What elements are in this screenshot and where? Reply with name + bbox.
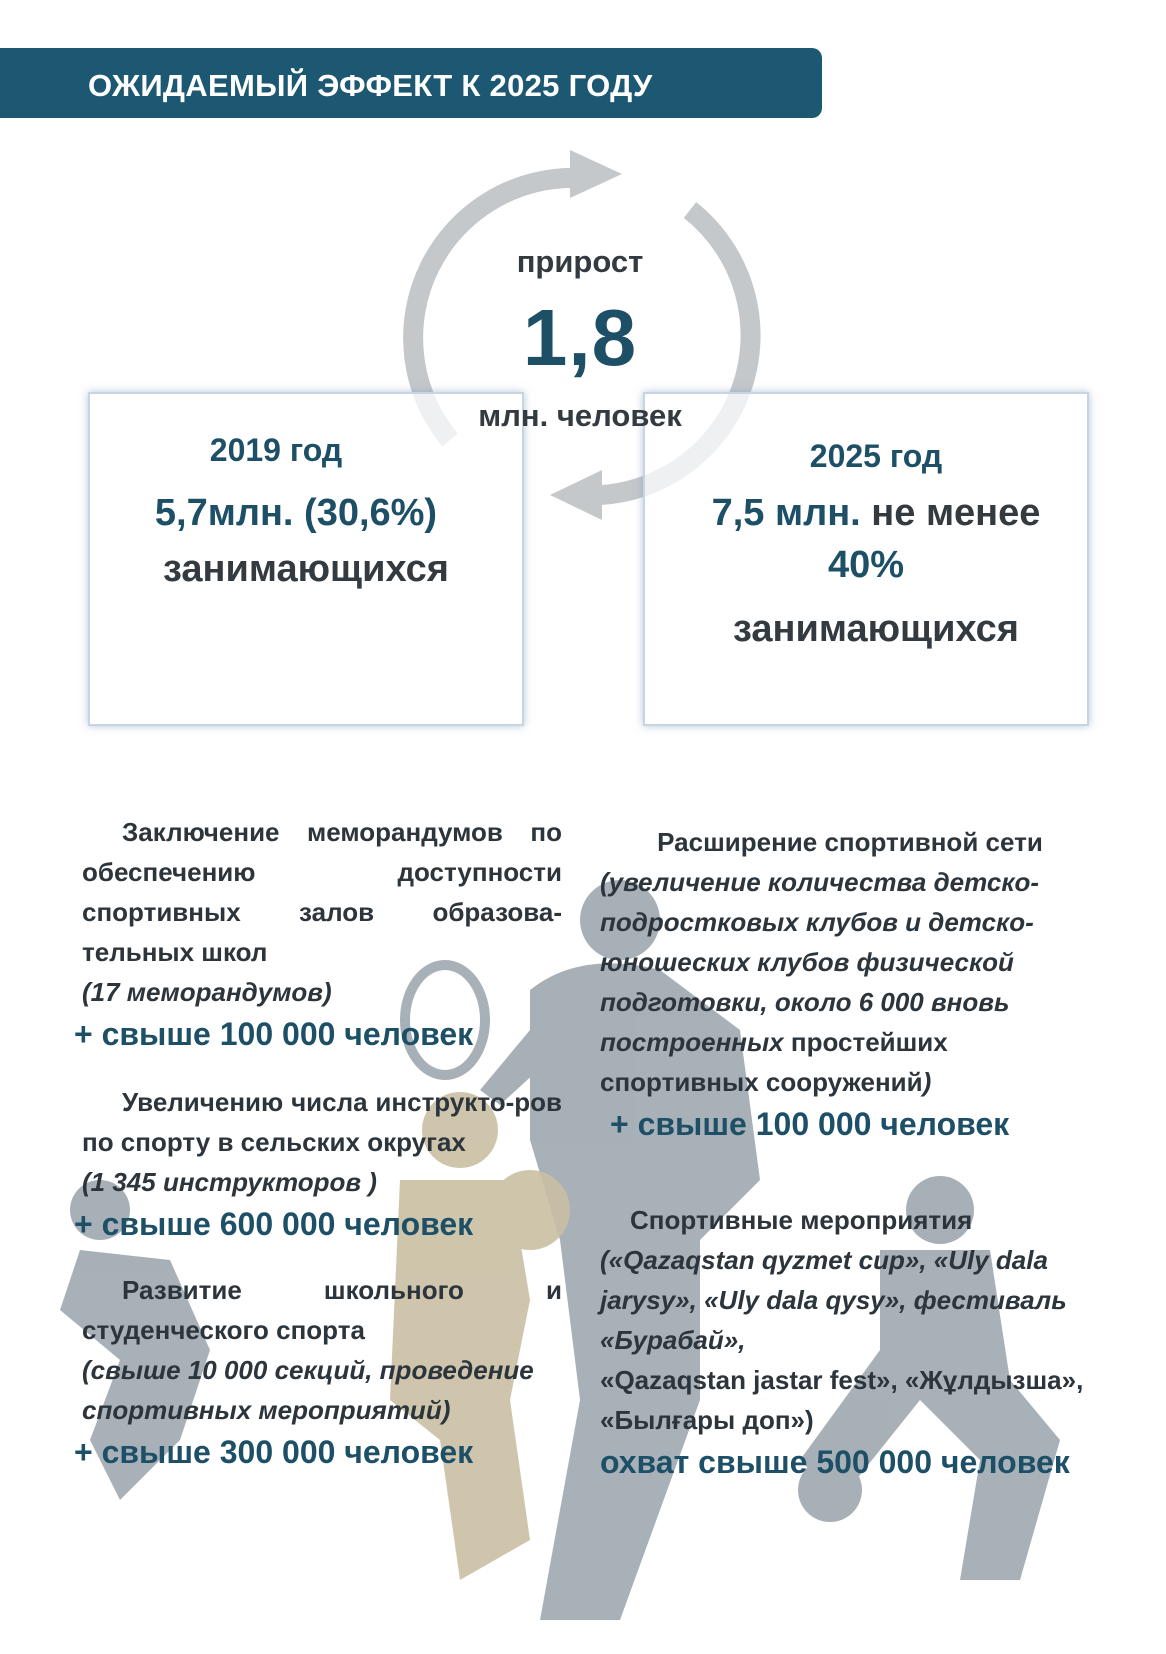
left-item-1-detail: (17 меморандумов) xyxy=(82,977,332,1007)
box-2025 xyxy=(643,392,1089,726)
year-2019: 2019 год xyxy=(209,432,343,468)
box-2019 xyxy=(88,392,524,726)
right-item-2-detail: («Qazaqstan qyzmet cup», «Uly dala jarysy», «Uly dala qysy», фестиваль «Бурабай», xyxy=(600,1245,1067,1355)
value-2019: 5,7млн. (30,6%) xyxy=(154,492,438,534)
participants-2025: занимающихся xyxy=(733,608,1019,650)
left-item-3 xyxy=(74,1270,562,1474)
percent-2025: 40% xyxy=(827,544,905,586)
left-item-1-title: Заключение меморандумов по обеспечению доступности спортивных залов образова-тельных школ xyxy=(82,817,562,967)
left-item-2-detail: (1 345 инструкторов ) xyxy=(82,1167,377,1197)
left-item-2-result: + свыше 600 000 человек xyxy=(74,1206,474,1242)
left-item-1 xyxy=(74,812,562,1056)
value-2025-minimum: не менее xyxy=(871,492,1041,534)
left-item-3-detail: (свыше 10 000 секций, проведение спортивных мероприятий) xyxy=(82,1355,534,1425)
left-item-2 xyxy=(74,1082,562,1246)
growth-value: 1,8 xyxy=(522,293,638,382)
right-item-1-detail-italic: (увеличение количества детско-подростковых клубов и детско-юношеских клубов физической подготовки, около 6 000 вновь построенных xyxy=(600,867,1040,1057)
left-item-3-result: + свыше 300 000 человек xyxy=(74,1434,474,1470)
right-item-2-detail-plain: «Qazaqstan jastar fest», «Жұлдызша», «Былғары доп») xyxy=(600,1365,1084,1435)
right-item-1-detail-plain: простейших спортивных сооружений xyxy=(600,1027,948,1097)
page-title: ОЖИДАЕМЫЙ ЭФФЕКТ К 2025 ГОДУ xyxy=(88,68,653,103)
right-item-2-result: охват свыше 500 000 человек xyxy=(600,1444,1070,1480)
value-2025-main: 7,5 млн. xyxy=(711,492,861,534)
right-item-1-result: + свыше 100 000 человек xyxy=(610,1106,1010,1142)
right-item-1-title: Расширение спортивной сети xyxy=(657,827,1043,857)
value-2025 xyxy=(655,492,1097,535)
left-item-3-title: Развитие школьного и студенческого спорта xyxy=(82,1275,562,1345)
right-item-1 xyxy=(600,822,1100,1146)
participants-2019: занимающихся xyxy=(163,548,449,590)
left-item-1-result: + свыше 100 000 человек xyxy=(74,1016,474,1052)
right-item-1-detail xyxy=(600,862,1100,1102)
right-item-2 xyxy=(600,1200,1100,1484)
year-2025: 2025 год xyxy=(809,438,943,474)
right-item-2-title: Спортивные мероприятия xyxy=(630,1205,973,1235)
header-banner xyxy=(0,48,822,118)
right-item-1-detail-end: ) xyxy=(922,1067,932,1097)
left-item-2-title: Увеличению числа инструкто-ров по спорту в сельских округах xyxy=(82,1087,562,1157)
growth-unit: млн. человек xyxy=(478,398,682,433)
growth-label: прирост xyxy=(516,244,644,279)
